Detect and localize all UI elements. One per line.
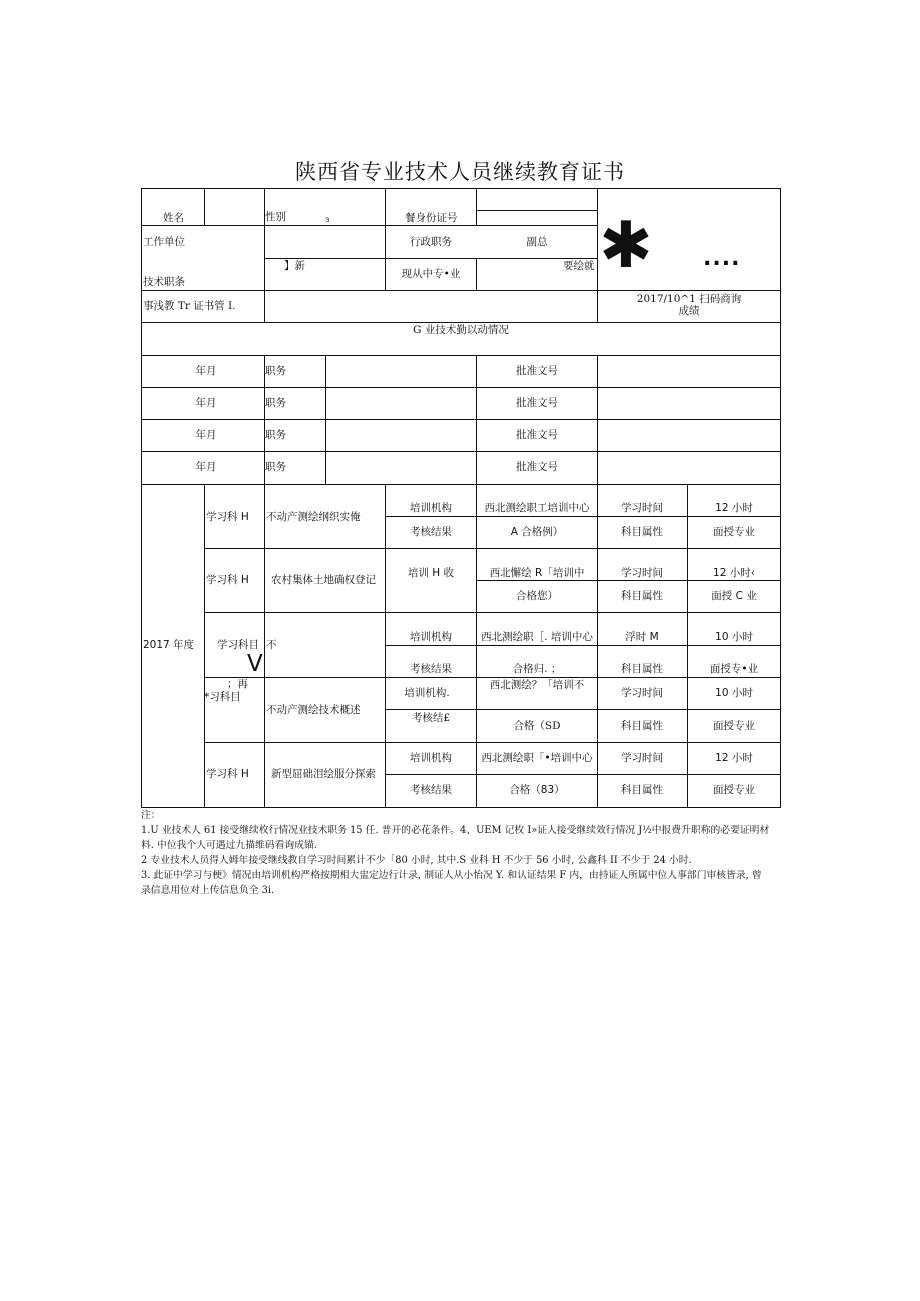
name-label: 姓名	[163, 212, 184, 224]
line	[141, 290, 781, 291]
study-time-value: 12 小时‹	[713, 567, 755, 579]
study-time-label: 学习时间	[621, 687, 663, 699]
notes-heading: 注：	[141, 810, 161, 821]
org-label: 培训机构	[410, 631, 452, 643]
note-line: 3. 此证中学习与梗》情况由培训机构严格按期相大盅定边行计录, 制证人从小怡况 Y. 和认证结果 F 内，由持证人所属中位人事部门审核皆录, 曾	[141, 870, 762, 881]
line	[385, 645, 781, 646]
result-value: 合格归. ；	[512, 663, 562, 675]
note-line: 料. 中位我个人可遇过九描维码看询成锚.	[141, 840, 317, 851]
line	[264, 484, 265, 808]
activity-approval-label: 批准文号	[516, 461, 558, 473]
line	[141, 188, 781, 189]
work-unit-label: 工作单位	[143, 236, 185, 248]
activity-approval-label: 批准文号	[516, 397, 558, 409]
activity-date-label: 年月	[195, 429, 217, 441]
activity-date-label: 年月	[195, 365, 217, 377]
line	[780, 188, 781, 808]
subject-label: 学习科 H	[206, 511, 249, 523]
study-time-value: 10 小时	[715, 687, 753, 699]
major-extra: 要绘就	[563, 260, 595, 272]
subject-label-line-1: ；再	[227, 678, 248, 690]
line	[204, 677, 781, 678]
line	[385, 188, 386, 290]
line	[597, 484, 598, 808]
subject-attr-value: 面授专业	[713, 720, 755, 732]
line	[204, 548, 781, 549]
line	[476, 258, 477, 290]
subject-label: 学习科 H	[206, 574, 249, 586]
result-label: 考核结果	[410, 526, 452, 538]
line	[385, 709, 781, 710]
id-number-label: 餐身份证号	[405, 212, 458, 224]
result-label: 考核结果	[410, 784, 452, 796]
current-major-label: 现从中专•业	[401, 268, 461, 280]
org-value: 西北测绘职「•培训中心	[481, 752, 593, 764]
line	[204, 612, 781, 613]
line	[264, 258, 597, 259]
org-value: 西北测绘职［. 培训中心	[481, 631, 593, 643]
certificate-title: 陕西省专业技术人员继续教育证书	[295, 160, 625, 184]
study-time-value: 12 小时	[715, 752, 753, 764]
subject-attr-value: 面授专业	[713, 784, 755, 796]
org-label: 培训机构	[410, 502, 452, 514]
line	[385, 484, 386, 808]
activity-date-label: 年月	[195, 461, 217, 473]
line	[141, 188, 142, 808]
activity-post-label: 职务	[265, 365, 286, 377]
line	[264, 188, 265, 322]
org-value: 西北测绘职工培训中心	[484, 502, 590, 514]
study-time-label: 学习时间	[621, 502, 663, 514]
activity-approval-label: 批准文号	[516, 429, 558, 441]
org-value: 西北测绘？「培训不	[489, 679, 585, 691]
note-line: 录信息用位对上传信息负全 3i.	[141, 885, 275, 896]
activity-post-label: 职务	[265, 429, 286, 441]
admin-post-label: 行政职务	[410, 236, 452, 248]
line	[325, 355, 326, 484]
note-line: 1.U 业技术人 61 接受继续枚行情况业技术职务 15 任. 普开的必花条件。4、UEM 记枚 I»证人接受继续效行情况 J½中报费升职称的必要证明材	[141, 825, 770, 836]
study-time-label: 浮时 M	[625, 631, 659, 643]
result-value: 合格（SD	[513, 720, 561, 732]
subject-name: 不动产测绘技术概述	[266, 704, 361, 716]
study-year-label: 2017 年度	[143, 639, 195, 651]
gender-value: з	[325, 215, 330, 224]
subject-attr-value: 面授专业	[713, 526, 755, 538]
org-label: 培训 H 收	[407, 567, 455, 579]
result-label: 考核结果	[410, 663, 452, 675]
line	[141, 225, 597, 226]
activity-approval-label: 批准文号	[516, 365, 558, 377]
certificate-table	[141, 188, 781, 808]
line	[141, 322, 781, 323]
activity-post-label: 职务	[265, 461, 286, 473]
subject-label: 学习科目	[217, 639, 259, 651]
subject-attr-value: 面授专•业	[709, 663, 759, 675]
tech-title-value: 】新	[284, 260, 305, 272]
subject-label: 学习科 H	[206, 768, 249, 780]
subject-label-line-2: *习科目	[204, 691, 241, 703]
line	[204, 188, 205, 225]
subject-attr-label: 科目属性	[621, 526, 663, 538]
subject-name: 新型屈础泪绘服分探索	[271, 768, 376, 780]
asterisk-mark-icon: ✱	[599, 209, 653, 283]
tech-title-label: 技术职条	[143, 276, 185, 288]
study-time-value: 12 小时	[715, 502, 753, 514]
note-line: 2 专业技术人员得人姆年接受继线教自学习时间累计不少「80 小时, 其中.S 业科 H 不少于 56 小时, 公鑫科 II 不少于 24 小时.	[141, 855, 692, 866]
line	[141, 419, 781, 420]
line	[476, 355, 477, 484]
subject-name: 不动产测绘纲织实俺	[266, 511, 361, 523]
activity-date-label: 年月	[195, 397, 217, 409]
scan-query-text: 2017/10^1 扫码商询	[636, 293, 742, 305]
study-time-label: 学习时间	[621, 752, 663, 764]
gender-label: 性别	[265, 211, 286, 223]
line	[204, 742, 781, 743]
cert-management-label: 事浅教 Tr 证书管 I.	[143, 300, 236, 312]
line	[204, 484, 205, 808]
org-value: 西北懈绘 R「培训中	[489, 567, 585, 579]
subject-attr-label: 科目属性	[621, 784, 663, 796]
line	[597, 188, 598, 322]
subject-attr-label: 科目属性	[621, 663, 663, 675]
result-value: 合格（83）	[509, 784, 565, 796]
result-label: 考核结£	[411, 712, 451, 724]
notes-section	[141, 808, 791, 898]
study-time-label: 学习时间	[621, 567, 663, 579]
subject-attr-label: 科目属性	[621, 720, 663, 732]
subject-attr-value: 面授 C 业	[711, 590, 757, 602]
line	[141, 387, 781, 388]
subject-name: 农村集体土地确权登记	[271, 574, 376, 586]
line	[476, 210, 597, 211]
line	[687, 484, 688, 808]
line	[141, 484, 781, 485]
subject-mark: V	[247, 651, 263, 677]
activity-post-label: 职务	[265, 397, 286, 409]
result-value: A 合格例）	[510, 526, 564, 538]
line	[597, 355, 598, 484]
line	[476, 188, 477, 225]
study-time-value: 10 小时	[715, 631, 753, 643]
admin-post-value: 副总	[526, 236, 548, 248]
line	[141, 451, 781, 452]
line	[476, 580, 781, 581]
line	[385, 516, 781, 517]
org-label: 培训机构.	[404, 687, 450, 699]
stamp-mark: ....	[703, 246, 741, 271]
activity-section-title: G 业技术勤以动情况	[413, 324, 509, 336]
line	[141, 355, 781, 356]
org-label: 培训机构	[410, 752, 452, 764]
line	[476, 484, 477, 808]
line	[385, 774, 781, 775]
subject-name: 不	[266, 639, 277, 651]
scan-query-text-2: 成绩	[678, 305, 700, 317]
result-value: 合格您）	[516, 590, 558, 602]
subject-attr-label: 科目属性	[621, 590, 663, 602]
